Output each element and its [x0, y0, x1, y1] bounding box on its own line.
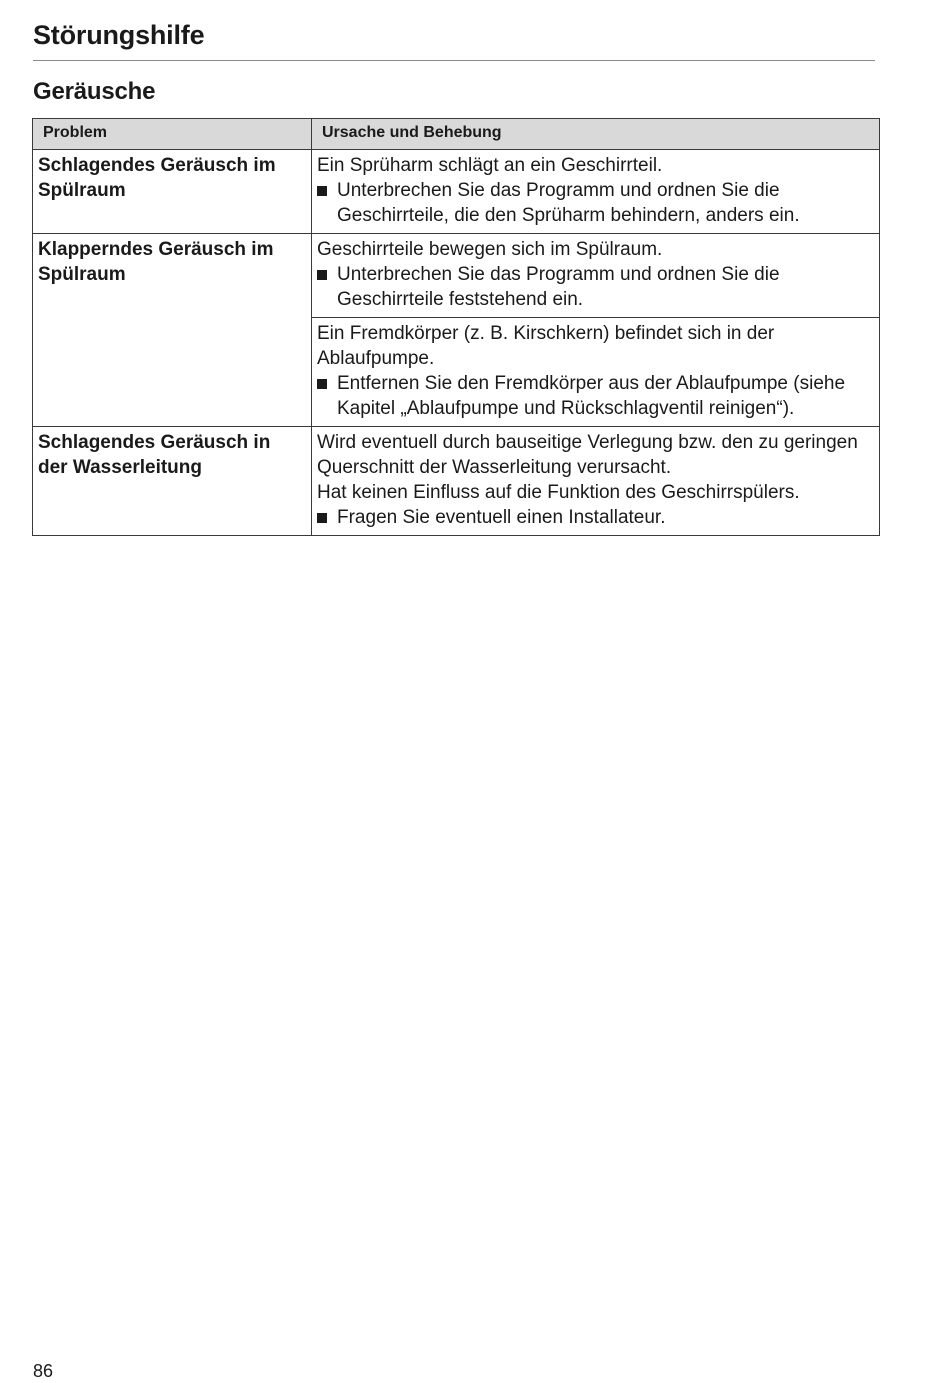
- remedy-step: [317, 505, 873, 530]
- table-row: [33, 234, 880, 318]
- title-divider: [33, 60, 875, 61]
- bullet-square-icon: [317, 186, 327, 196]
- problem-cell: Klapperndes Geräusch im Spülraum: [33, 234, 312, 427]
- cause-cell: [312, 150, 880, 234]
- cause-cell: [312, 318, 880, 427]
- remedy-text: Fragen Sie eventuell einen Installateur.: [337, 507, 666, 528]
- cause-text: Wird eventuell durch bauseitige Verlegung bzw. den zu geringen Querschnitt der Wasserleitung verursacht.: [317, 432, 858, 478]
- cause-text: Ein Fremdkörper (z. B. Kirschkern) befindet sich in der Ablaufpumpe.: [317, 323, 775, 369]
- table-row: [33, 150, 880, 234]
- column-header-cause: Ursache und Behebung: [312, 119, 880, 150]
- table-header-row: [33, 119, 880, 150]
- remedy-text: Entfernen Sie den Fremdkörper aus der Ablaufpumpe (siehe Kapitel „Ablaufpumpe und Rückschlagventil reinigen“).: [337, 373, 846, 419]
- troubleshooting-table: [32, 118, 880, 536]
- cause-cell: [312, 234, 880, 318]
- problem-cell: Schlagendes Geräusch im Spülraum: [33, 150, 312, 234]
- cause-text: Ein Sprüharm schlägt an ein Geschirrteil.: [317, 155, 663, 176]
- bullet-square-icon: [317, 379, 327, 389]
- remedy-step: [317, 371, 873, 421]
- problem-cell: Schlagendes Geräusch in der Wasserleitung: [33, 427, 312, 536]
- cause-cell: [312, 427, 880, 536]
- cause-text: Geschirrteile bewegen sich im Spülraum.: [317, 239, 663, 260]
- page-title: Störungshilfe: [33, 20, 205, 50]
- page-number: 86: [33, 1361, 54, 1381]
- remedy-step: [317, 262, 873, 312]
- cause-text: Hat keinen Einfluss auf die Funktion des Geschirrspülers.: [317, 482, 800, 503]
- table-row: [33, 427, 880, 536]
- remedy-text: Unterbrechen Sie das Programm und ordnen Sie die Geschirrteile feststehend ein.: [337, 264, 780, 310]
- bullet-square-icon: [317, 270, 327, 280]
- section-title: Geräusche: [33, 78, 156, 105]
- bullet-square-icon: [317, 513, 327, 523]
- column-header-problem: Problem: [33, 119, 312, 150]
- remedy-text: Unterbrechen Sie das Programm und ordnen Sie die Geschirrteile, die den Sprüharm behindern, anders ein.: [337, 180, 800, 226]
- remedy-step: [317, 178, 873, 228]
